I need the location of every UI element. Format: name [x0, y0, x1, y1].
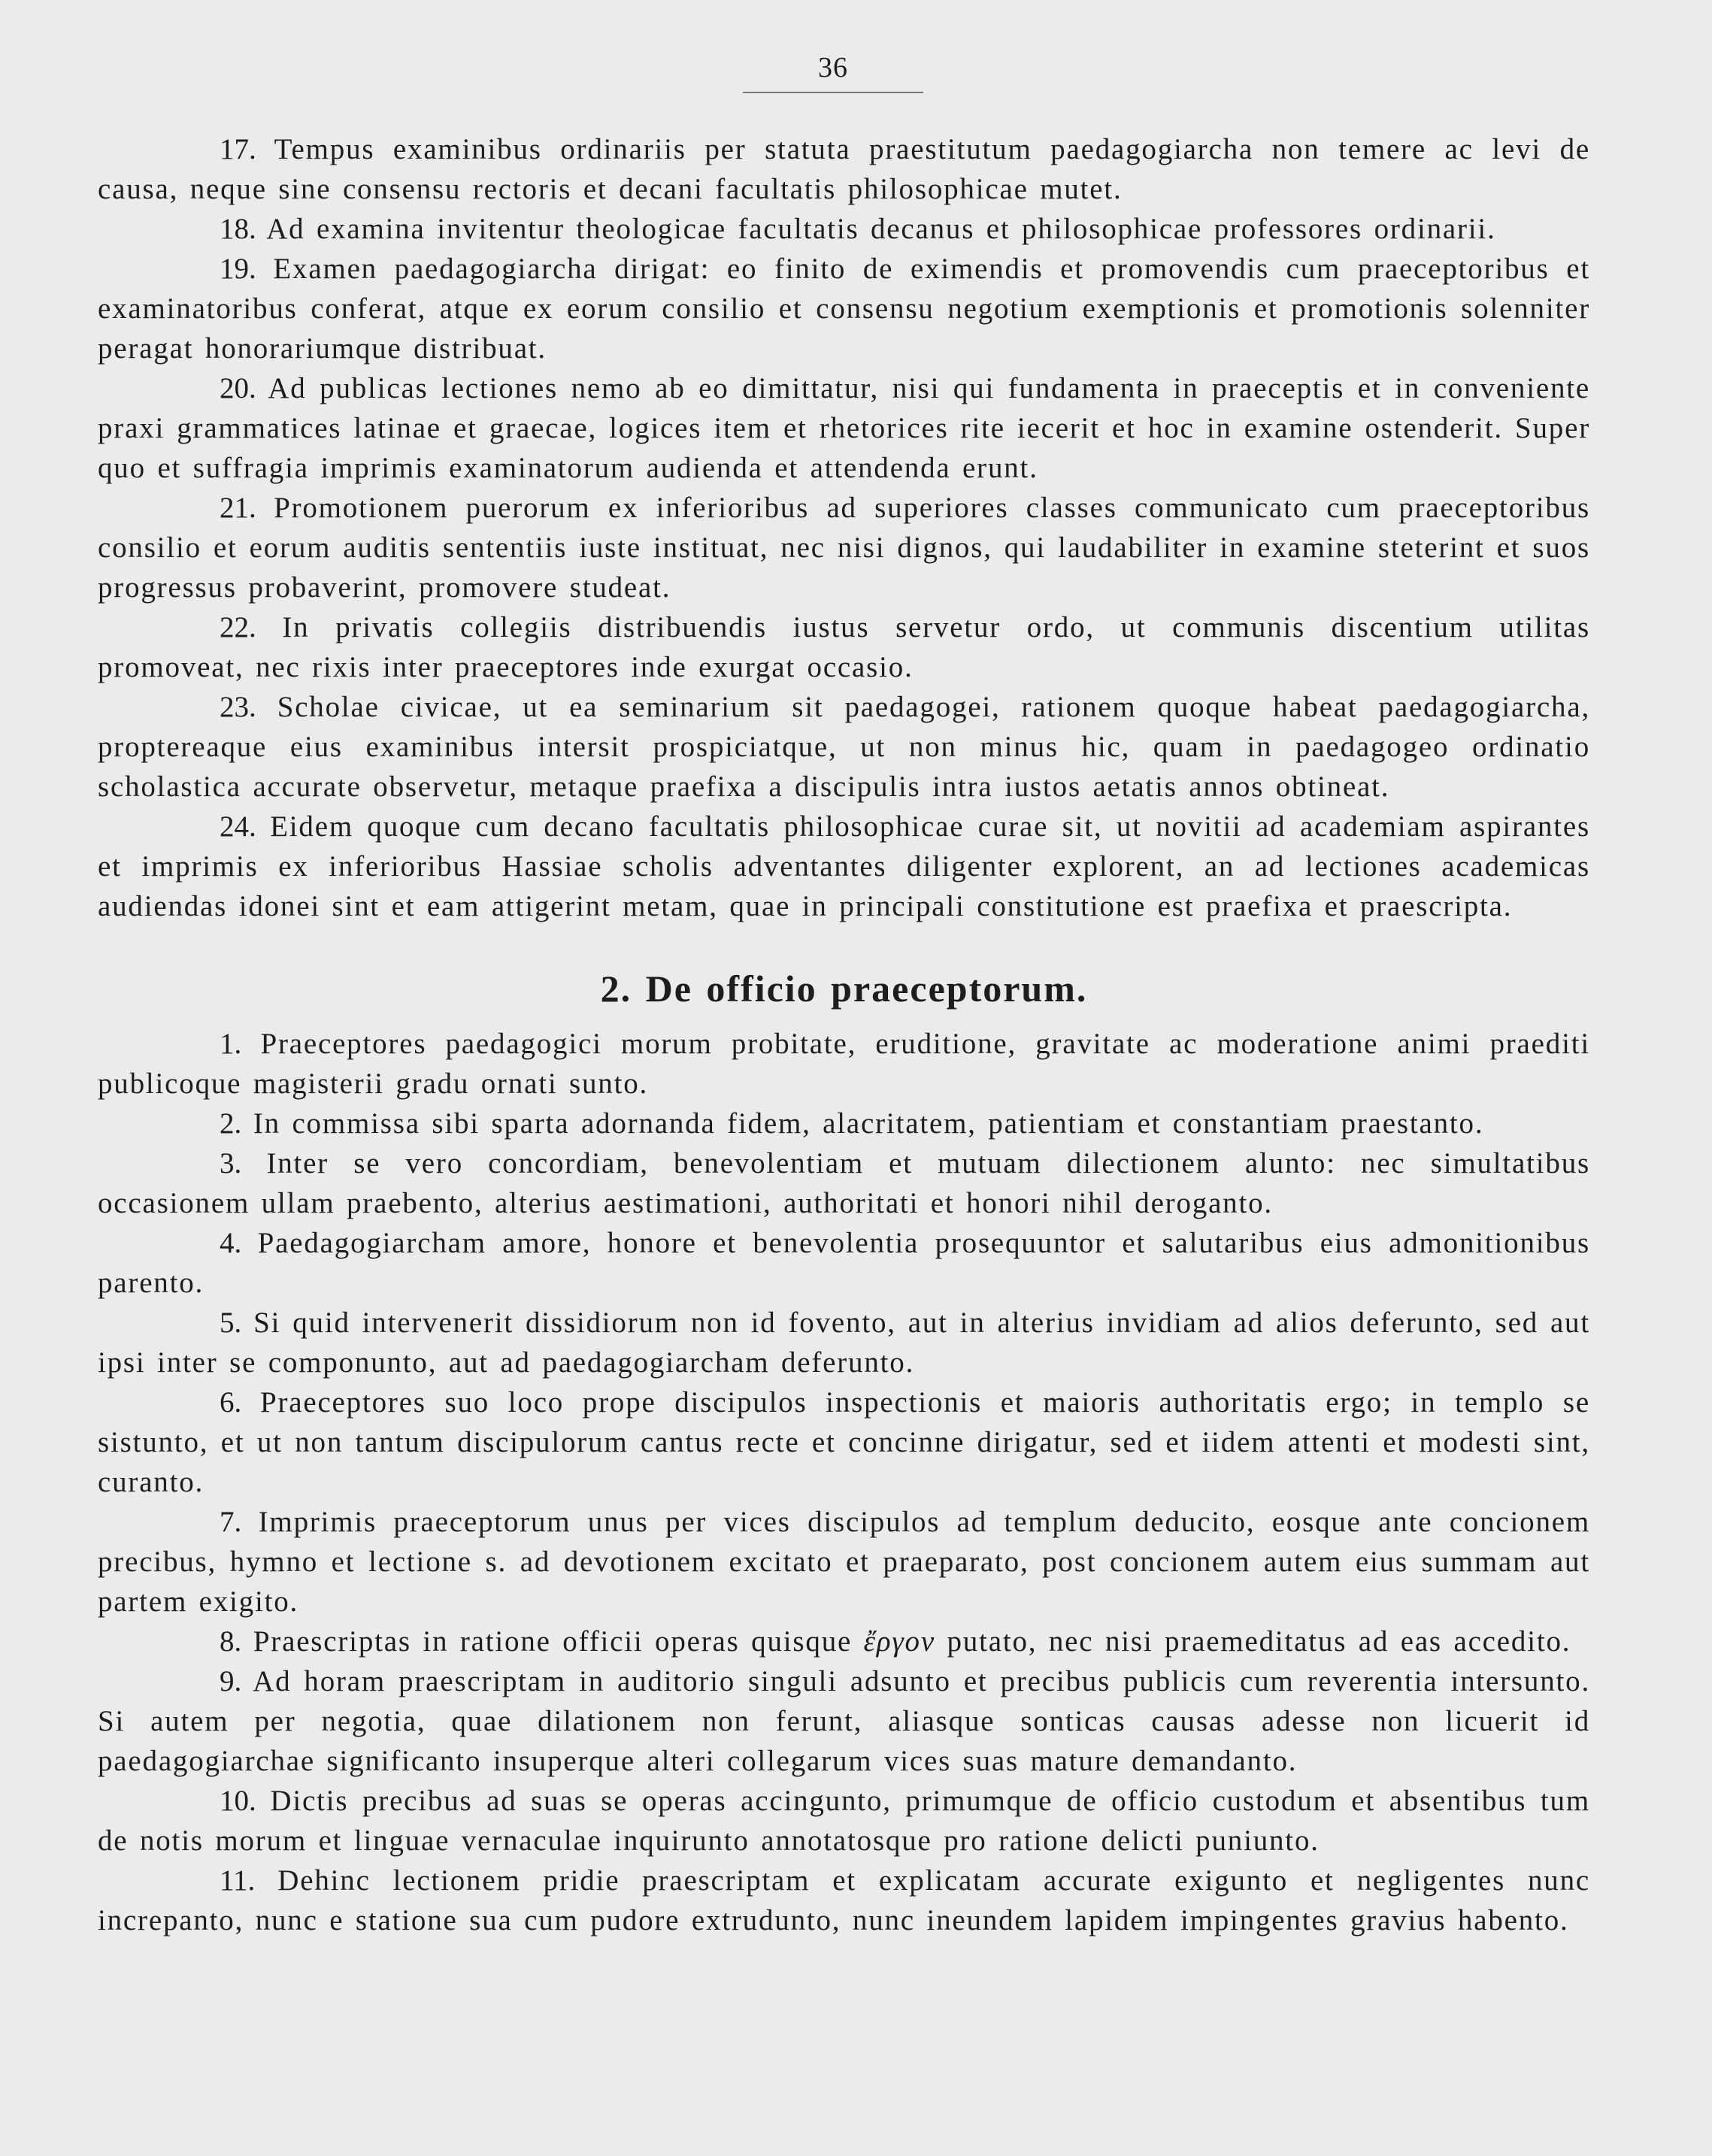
paragraph-text: Paedagogiarcham amore, honore et benevolentia prosequuntor et salutaribus eius admonitionibus parento.: [98, 1227, 1590, 1299]
paragraph-number: 11.: [220, 1864, 256, 1897]
section2-paragraph-6: [98, 1382, 1590, 1502]
section2-paragraph-10: [98, 1781, 1590, 1861]
paragraph-number: 10.: [220, 1785, 256, 1817]
paragraph-20: [98, 368, 1590, 488]
paragraph-text: putato, nec nisi praemeditatus ad eas accedito.: [947, 1625, 1571, 1658]
paragraph-number: 17.: [220, 133, 256, 165]
paragraph-number: 20.: [220, 372, 256, 404]
paragraph-text: Ad horam praescriptam in auditorio singuli adsunto et precibus publicis cum reverentia intersunto. Si autem per negotia, quae dilationem non ferunt, aliasque sonticas causas adesse non licuerit id paedagogiarchae significanto insuperque alteri collegarum vices suas mature demandanto.: [98, 1665, 1590, 1777]
paragraph-number: 21.: [220, 492, 256, 524]
greek-word: ἔργον: [863, 1625, 935, 1658]
paragraph-text: Dehinc lectionem pridie praescriptam et explicatam accurate exigunto et negligentes nunc increpanto, nunc e statione sua cum pudore extrudunto, nunc ineundem lapidem impingentes gravius habento.: [98, 1864, 1590, 1936]
section2-paragraph-8: [98, 1622, 1590, 1661]
body-text: [98, 129, 1590, 1940]
header-rule: [743, 92, 923, 93]
paragraph-number: 5.: [220, 1307, 242, 1339]
paragraph-text: In commissa sibi sparta adornanda fidem, alacritatem, patientiam et constantiam praestanto.: [253, 1107, 1484, 1140]
paragraph-number: 4.: [220, 1227, 242, 1259]
paragraph-text: Praescriptas in ratione officii operas quisque: [253, 1625, 853, 1658]
paragraph-text: Examen paedagogiarcha dirigat: eo finito de eximendis et promovendis cum praeceptoribus et examinatoribus conferat, atque ex eorum consilio et consensu negotium exemptionis et promotionis solenniter peragat honorariumque distribuat.: [98, 253, 1590, 365]
section2-paragraph-11: [98, 1861, 1590, 1940]
paragraph-text: Ad publicas lectiones nemo ab eo dimittatur, nisi qui fundamenta in praeceptis et in conveniente praxi grammatices latinae et graecae, logices item et rhetorices rite iecerit et hoc in examine ostenderit. Super quo et suffragia imprimis examinatorum audienda et attendenda erunt.: [98, 372, 1590, 484]
section2-paragraph-9: [98, 1661, 1590, 1781]
paragraph-number: 23.: [220, 691, 256, 723]
paragraph-23: [98, 687, 1590, 807]
paragraph-number: 9.: [220, 1665, 242, 1697]
paragraph-text: Inter se vero concordiam, benevolentiam et mutuam dilectionem alunto: nec simultatibus occasionem ullam praebento, alterius aestimationi, authoritati et honori nihil deroganto.: [98, 1147, 1590, 1219]
paragraph-text: In privatis collegiis distribuendis iustus servetur ordo, ut communis discentium utilitas promoveat, nec rixis inter praeceptores inde exurgat occasio.: [98, 611, 1590, 683]
paragraph-number: 22.: [220, 611, 256, 643]
paragraph-24: [98, 807, 1590, 926]
paragraph-text: Ad examina invitentur theologicae facultatis decanus et philosophicae professores ordinarii.: [266, 213, 1496, 245]
paragraph-text: Dictis precibus ad suas se operas accingunto, primumque de officio custodum et absentibus tum de notis morum et linguae vernaculae inquirunto annotatosque pro ratione delicti puniunto.: [98, 1785, 1590, 1857]
paragraph-number: 2.: [220, 1107, 242, 1140]
paragraph-text: Eidem quoque cum decano facultatis philosophicae curae sit, ut novitii ad academiam aspirantes et imprimis ex inferioribus Hassiae scholis adventantes diligenter explorent, an ad lectiones academicas audiendas idonei sint et eam attigerint metam, quae in principali constitutione est praefixa et praescripta.: [98, 810, 1590, 922]
page-number: 36: [818, 52, 848, 83]
paragraph-21: [98, 488, 1590, 607]
paragraph-number: 6.: [220, 1386, 242, 1419]
section2-paragraph-4: [98, 1223, 1590, 1303]
paragraph-number: 24.: [220, 810, 256, 843]
paragraph-text: Imprimis praeceptorum unus per vices discipulos ad templum deducito, eosque ante concionem precibus, hymno et lectione s. ad devotionem excitato et praeparato, post concionem autem eius summam aut partem exigito.: [98, 1506, 1590, 1618]
paragraph-text: Praeceptores suo loco prope discipulos inspectionis et maioris authoritatis ergo; in templo se sistunto, et ut non tantum discipulorum cantus recte et concinne dirigatur, sed et iidem attenti et modesti sint, curanto.: [98, 1386, 1590, 1498]
paragraph-number: 7.: [220, 1506, 242, 1538]
paragraph-text: Si quid intervenerit dissidiorum non id fovento, aut in alterius invidiam ad alios deferunto, sed aut ipsi inter se componunto, aut ad paedagogiarcham deferunto.: [98, 1307, 1590, 1379]
section2-paragraph-1: [98, 1024, 1590, 1104]
paragraph-19: [98, 249, 1590, 368]
section2-paragraph-3: [98, 1143, 1590, 1223]
paragraph-18: [98, 209, 1590, 249]
paragraph-number: 18.: [220, 213, 256, 245]
paragraph-17: [98, 129, 1590, 209]
paragraph-number: 8.: [220, 1625, 242, 1658]
paragraph-text: Tempus examinibus ordinariis per statuta praestitutum paedagogiarcha non temere ac levi de causa, neque sine consensu rectoris et decani facultatis philosophicae mutet.: [98, 133, 1590, 205]
paragraph-text: Scholae civicae, ut ea seminarium sit paedagogei, rationem quoque habeat paedagogiarcha, proptereaque eius examinibus intersit prospiciatque, ut non minus hic, quam in paedagogeo ordinatio scholastica accurate observetur, metaque praefixa a discipulis intra iustos aetatis annos obtineat.: [98, 691, 1590, 803]
paragraph-text: Praeceptores paedagogici morum probitate, eruditione, gravitate ac moderatione animi praediti publicoque magisterii gradu ornati sunto.: [98, 1028, 1590, 1100]
paragraph-text: Promotionem puerorum ex inferioribus ad superiores classes communicato cum praeceptoribus consilio et eorum auditis sententiis iuste instituat, nec nisi dignos, qui laudabiliter in examine steterint et suos progressus probaverint, promovere studeat.: [98, 492, 1590, 604]
section2-paragraph-7: [98, 1502, 1590, 1622]
paragraph-number: 19.: [220, 253, 256, 285]
section2-paragraph-2: [98, 1104, 1590, 1143]
section-heading: 2. De officio praeceptorum.: [600, 967, 1088, 1010]
paragraph-22: [98, 607, 1590, 687]
paragraph-number: 1.: [220, 1028, 242, 1060]
paragraph-number: 3.: [220, 1147, 242, 1179]
section2-paragraph-5: [98, 1303, 1590, 1382]
